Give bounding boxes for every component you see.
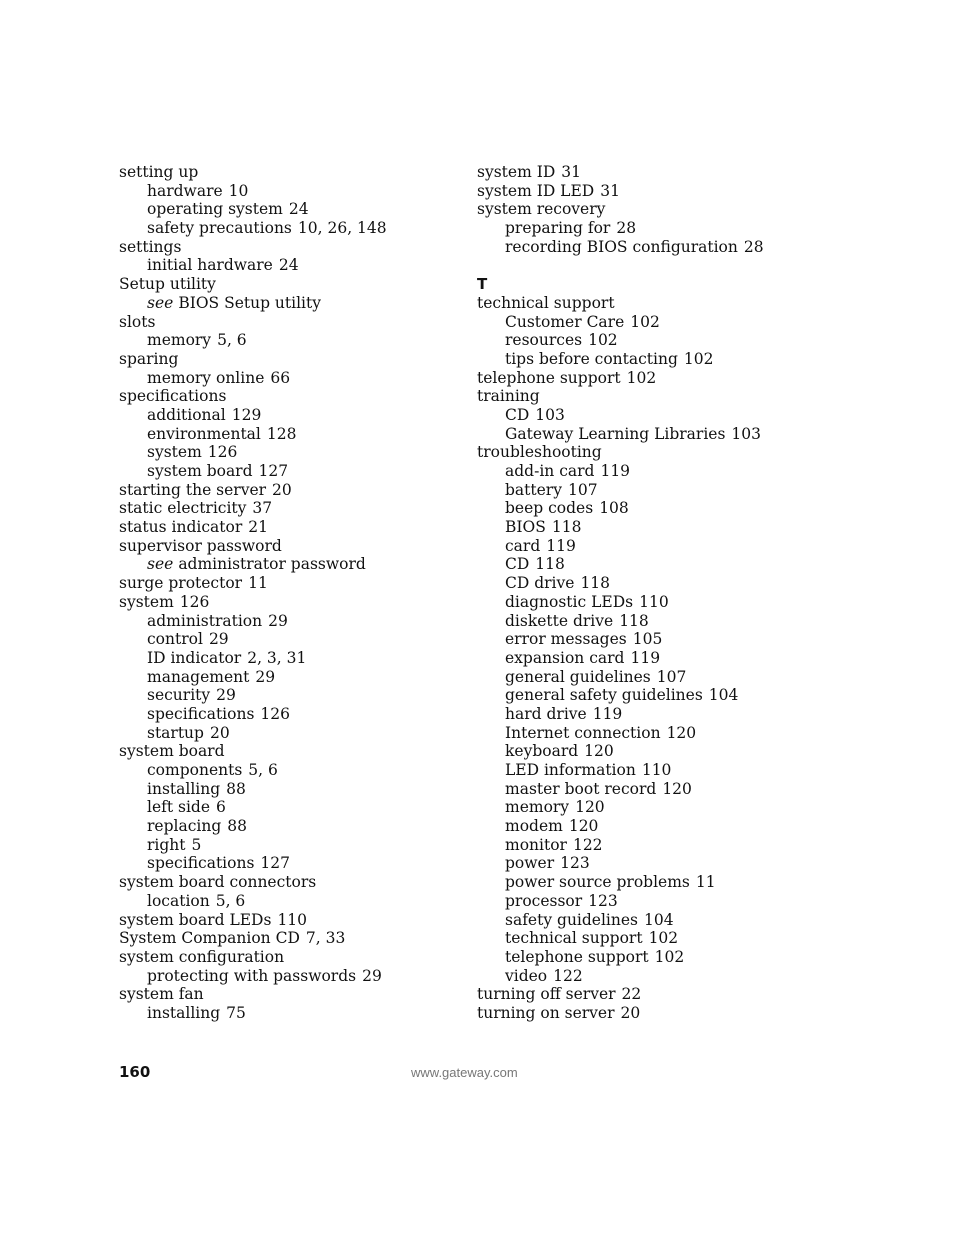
index-term: replacing	[147, 817, 222, 836]
index-term: battery	[505, 480, 562, 499]
index-subentry	[477, 425, 817, 444]
index-term: system board	[147, 462, 253, 480]
page-reference: 120	[662, 779, 692, 798]
index-subentry	[477, 630, 817, 649]
page-reference: 88	[226, 779, 246, 798]
page-reference: 119	[630, 648, 661, 667]
index-term: card	[505, 536, 541, 555]
index-entry	[119, 593, 459, 612]
index-term: hard drive	[505, 704, 587, 723]
index-subentry	[119, 219, 459, 238]
index-subentry	[477, 854, 817, 873]
index-term: setting up	[119, 163, 199, 181]
index-subentry	[477, 406, 817, 425]
page-reference: 11	[248, 574, 268, 593]
page-reference: 118	[551, 518, 582, 537]
page-reference: 110	[639, 592, 669, 611]
index-entry	[477, 387, 817, 406]
page-reference: 5, 6	[215, 891, 246, 910]
page-reference: 102	[683, 349, 714, 368]
index-subentry	[119, 256, 459, 275]
see-reference: see	[147, 555, 174, 574]
index-subentry	[119, 294, 459, 313]
page-reference: 88	[227, 817, 247, 836]
index-term: power	[505, 854, 555, 873]
index-term: initial hardware	[147, 256, 273, 275]
index-term: BIOS Setup utility	[178, 293, 321, 312]
page-reference: 24	[288, 200, 309, 219]
index-subentry	[477, 705, 817, 724]
index-subentry	[477, 574, 817, 593]
page-reference: 31	[600, 181, 620, 200]
index-term: general guidelines	[505, 667, 651, 686]
page-reference: 102	[626, 368, 657, 387]
index-subentry	[119, 761, 459, 780]
page-reference: 126	[260, 704, 290, 723]
index-subentry	[477, 742, 817, 761]
index-term: environmental	[147, 424, 261, 443]
index-term: specifications	[119, 387, 227, 406]
index-subentry	[119, 705, 459, 724]
index-subentry	[477, 724, 817, 743]
page-reference: 122	[553, 966, 583, 985]
index-term: specifications	[147, 704, 255, 723]
index-term: installing	[147, 1003, 221, 1022]
index-term: technical support	[505, 929, 643, 948]
index-entry	[477, 163, 817, 182]
index-subentry	[477, 481, 817, 500]
page-reference: 107	[656, 667, 687, 686]
index-entry	[477, 182, 817, 201]
index-term: Setup utility	[119, 275, 216, 294]
index-subentry	[477, 612, 817, 631]
index-subentry	[477, 929, 817, 948]
index-term: expansion card	[505, 648, 625, 667]
page-reference: 28	[743, 237, 764, 256]
index-term: modem	[505, 817, 563, 836]
index-term: ID indicator	[147, 648, 242, 667]
index-term: diagnostic LEDs	[505, 592, 634, 611]
index-term: diskette drive	[505, 611, 614, 630]
index-subentry	[119, 425, 459, 444]
index-term: control	[147, 630, 203, 649]
index-column-left	[119, 163, 459, 1023]
index-entry	[477, 294, 817, 313]
footer-url: www.gateway.com	[411, 1065, 518, 1080]
index-subentry	[477, 668, 817, 687]
index-term: Customer Care	[505, 312, 625, 331]
index-subentry	[477, 555, 817, 574]
index-subentry	[477, 817, 817, 836]
index-term: administration	[147, 611, 263, 630]
page-reference: 104	[644, 910, 674, 929]
page-reference: 31	[561, 163, 581, 181]
index-term: beep codes	[505, 499, 594, 518]
index-term: power source problems	[505, 873, 690, 892]
index-subentry	[477, 967, 817, 986]
index-subentry	[477, 518, 817, 537]
index-term: installing	[147, 779, 221, 798]
page-reference: 119	[600, 462, 631, 480]
index-spacer	[477, 256, 817, 275]
index-term: Internet connection	[505, 723, 661, 742]
index-term: system fan	[119, 985, 204, 1004]
index-entry	[119, 238, 459, 257]
page-reference: 126	[179, 592, 210, 611]
page-reference: 128	[266, 424, 297, 443]
index-term: starting the server	[119, 480, 267, 499]
index-entry	[477, 1004, 817, 1023]
index-term: right	[147, 835, 186, 854]
page-reference: 120	[666, 723, 697, 742]
page-reference: 104	[708, 686, 739, 705]
index-term: processor	[505, 891, 583, 910]
page-reference: 123	[560, 854, 590, 873]
index-term: system board connectors	[119, 873, 317, 892]
page-reference: 20	[272, 480, 292, 499]
index-term: location	[147, 891, 210, 910]
index-term: memory	[505, 798, 570, 817]
page-reference: 6	[216, 798, 226, 817]
index-term: components	[147, 761, 243, 779]
index-term: security	[147, 686, 211, 705]
index-term: Gateway Learning Libraries	[505, 424, 726, 443]
page-reference: 118	[619, 611, 649, 630]
index-term: turning on server	[477, 1003, 615, 1022]
index-entry	[119, 275, 459, 294]
page-reference: 24	[278, 256, 299, 275]
page-reference: 118	[580, 574, 611, 593]
page-reference: 122	[572, 835, 603, 854]
page-reference: 102	[630, 312, 660, 331]
index-term: add-in card	[505, 462, 595, 480]
index-subentry	[477, 462, 817, 481]
index-term: system configuration	[119, 947, 285, 966]
page-reference: 103	[731, 424, 762, 443]
index-term: telephone support	[477, 368, 621, 387]
index-term: management	[147, 667, 250, 686]
index-subentry	[119, 1004, 459, 1023]
page-reference: 10	[228, 181, 249, 200]
index-subentry	[119, 462, 459, 481]
index-term: settings	[119, 237, 182, 256]
index-term: protecting with passwords	[147, 966, 357, 985]
index-term: recording BIOS configuration	[505, 237, 738, 256]
index-term: system board	[119, 742, 225, 761]
page-reference: 10, 26, 148	[297, 219, 387, 238]
see-reference: see	[147, 293, 174, 312]
index-subentry	[477, 948, 817, 967]
index-subentry	[119, 555, 459, 574]
index-entry	[119, 911, 459, 930]
page-reference: 119	[546, 536, 576, 555]
index-subentry	[477, 350, 817, 369]
index-term: operating system	[147, 200, 283, 219]
index-subentry	[477, 499, 817, 518]
index-subentry	[477, 219, 817, 238]
page-reference: 103	[535, 405, 565, 424]
page-reference: 102	[654, 947, 685, 966]
index-term: turning off server	[477, 985, 616, 1004]
index-term: CD	[505, 405, 530, 424]
index-entry	[477, 369, 817, 388]
index-term: troubleshooting	[477, 443, 602, 462]
index-subentry	[119, 331, 459, 350]
index-subentry	[119, 817, 459, 836]
index-term: tips before contacting	[505, 349, 678, 368]
page-reference: 129	[231, 405, 262, 424]
index-subentry	[119, 780, 459, 799]
index-entry	[119, 742, 459, 761]
index-term: System Companion CD	[119, 929, 300, 948]
index-term: specifications	[147, 854, 255, 873]
page-reference: 66	[270, 368, 291, 387]
index-subentry	[477, 892, 817, 911]
index-entry	[119, 499, 459, 518]
index-entry	[477, 443, 817, 462]
index-term: error messages	[505, 630, 627, 649]
index-term: video	[505, 966, 548, 985]
index-term: slots	[119, 312, 156, 331]
page-reference: 123	[588, 891, 618, 910]
index-term: supervisor password	[119, 536, 282, 555]
index-subentry	[477, 331, 817, 350]
index-term: system board LEDs	[119, 910, 272, 929]
index-term: CD drive	[505, 574, 575, 593]
page-reference: 29	[216, 686, 236, 705]
page-reference: 107	[567, 480, 598, 499]
index-term: LED information	[505, 761, 636, 779]
page-reference: 28	[616, 219, 637, 238]
page-reference: 29	[255, 667, 276, 686]
index-subentry	[119, 892, 459, 911]
page-reference: 102	[648, 929, 679, 948]
index-column-right	[477, 163, 817, 1023]
index-entry	[119, 929, 459, 948]
index-term: safety precautions	[147, 219, 292, 238]
index-term: training	[477, 387, 540, 406]
page-reference: 20	[209, 723, 230, 742]
index-term: startup	[147, 723, 204, 742]
index-subentry	[119, 668, 459, 687]
index-subentry	[119, 686, 459, 705]
index-entry	[119, 873, 459, 892]
index-subentry	[119, 854, 459, 873]
page-reference: 108	[599, 499, 629, 518]
page-reference: 7, 33	[305, 929, 346, 948]
index-entry	[119, 537, 459, 556]
index-term: memory online	[147, 368, 265, 387]
index-subentry	[477, 537, 817, 556]
index-term: telephone support	[505, 947, 649, 966]
index-subentry	[477, 238, 817, 257]
index-entry	[119, 350, 459, 369]
index-term: memory	[147, 331, 212, 350]
index-term: CD	[505, 555, 530, 574]
index-subentry	[119, 406, 459, 425]
index-subentry	[477, 873, 817, 892]
page-reference: 29	[362, 966, 382, 985]
index-subentry	[119, 612, 459, 631]
index-term: preparing for	[505, 219, 611, 238]
index-term: technical support	[477, 293, 615, 312]
page-reference: 2, 3, 31	[247, 648, 307, 667]
index-subentry	[477, 649, 817, 668]
index-term: system ID LED	[477, 181, 595, 200]
page-reference: 102	[588, 331, 618, 350]
page-reference: 126	[207, 443, 238, 462]
page-reference: 119	[592, 704, 623, 723]
page-reference: 120	[584, 742, 614, 761]
index-term: static electricity	[119, 499, 247, 518]
index-term: surge protector	[119, 574, 243, 593]
index-entry	[119, 481, 459, 500]
index-entry	[477, 200, 817, 219]
page-number: 160	[119, 1063, 151, 1081]
index-term: system ID	[477, 163, 556, 181]
index-term: system	[147, 443, 202, 462]
index-term: BIOS	[505, 518, 546, 537]
index-term: left side	[147, 798, 211, 817]
index-term: system	[119, 592, 174, 611]
page-reference: 120	[568, 817, 599, 836]
page-reference: 20	[620, 1003, 641, 1022]
page-reference: 5, 6	[217, 331, 247, 350]
page-reference: 29	[208, 630, 229, 649]
index-subentry	[477, 911, 817, 930]
page-reference: 5	[191, 835, 202, 854]
index-term: resources	[505, 331, 583, 350]
index-subentry	[477, 798, 817, 817]
index-subentry	[119, 836, 459, 855]
index-subentry	[119, 443, 459, 462]
index-term: safety guidelines	[505, 910, 638, 929]
index-term: keyboard	[505, 742, 579, 761]
index-entry	[119, 574, 459, 593]
index-entry	[119, 985, 459, 1004]
page-reference: 75	[226, 1003, 246, 1022]
page-reference: 5, 6	[248, 761, 278, 779]
index-term: master boot record	[505, 779, 657, 798]
index-subentry	[477, 593, 817, 612]
page-reference: 22	[621, 985, 642, 1004]
index-subentry	[477, 313, 817, 332]
index-subentry	[119, 630, 459, 649]
index-subentry	[477, 780, 817, 799]
index-entry	[119, 518, 459, 537]
index-term: status indicator	[119, 518, 243, 537]
index-subentry	[477, 761, 817, 780]
index-subentry	[477, 836, 817, 855]
page-reference: 21	[248, 518, 268, 537]
index-term: additional	[147, 405, 226, 424]
index-subentry	[477, 686, 817, 705]
page-reference: 120	[575, 798, 605, 817]
index-subentry	[119, 798, 459, 817]
index-entry	[119, 387, 459, 406]
index-term: administrator password	[178, 555, 366, 574]
index-entry	[119, 163, 459, 182]
index-subentry	[119, 649, 459, 668]
page-reference: 110	[641, 761, 672, 779]
page-reference: 37	[252, 499, 273, 518]
index-subentry	[119, 967, 459, 986]
index-subentry	[119, 369, 459, 388]
index-subentry	[119, 724, 459, 743]
index-entry	[477, 985, 817, 1004]
index-term: hardware	[147, 181, 223, 200]
page-reference: 11	[695, 873, 716, 892]
page-reference: 127	[260, 854, 290, 873]
page-reference: 105	[632, 630, 663, 649]
index-term: system recovery	[477, 200, 606, 219]
index-term: general safety guidelines	[505, 686, 703, 705]
index-subentry	[119, 182, 459, 201]
index-subentry	[119, 200, 459, 219]
index-entry	[119, 948, 459, 967]
page-reference: 110	[277, 910, 308, 929]
index-term: monitor	[505, 835, 567, 854]
page-reference: 127	[258, 462, 289, 480]
page-reference: 118	[535, 555, 565, 574]
index-entry	[119, 313, 459, 332]
page-reference: 29	[268, 611, 288, 630]
index-letter-heading: T	[477, 275, 488, 294]
index-term: sparing	[119, 349, 179, 368]
